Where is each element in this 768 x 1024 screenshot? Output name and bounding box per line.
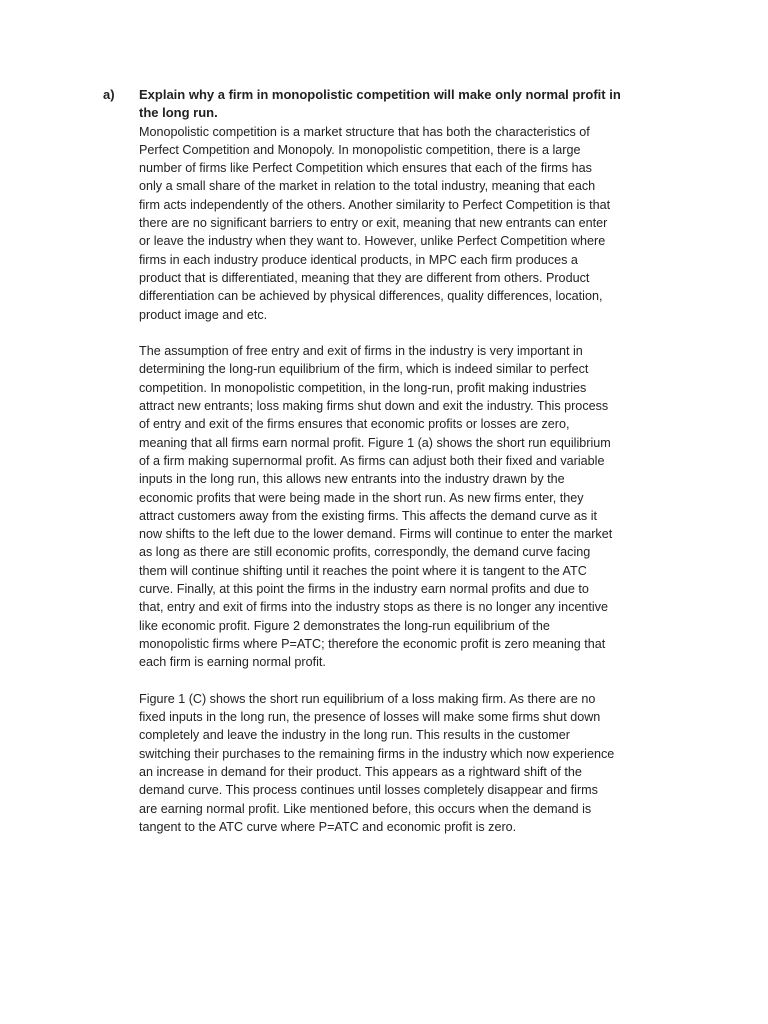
question-label: a) xyxy=(103,87,115,102)
question-body xyxy=(139,86,675,854)
question-heading: Explain why a firm in monopolistic competition will make only normal profit in the long run. xyxy=(139,87,621,121)
answer-paragraph-2: The assumption of free entry and exit of firms in the industry is very important in determining the long-run equilibrium of the firm, which is indeed similar to perfect competition. In monopolistic competition, in the long-run, profit making industries attract new entrants; loss making firms shut down and exit the industry. This process of entry and exit of the firms ensures that economic profits or losses are zero, meaning that all firms earn normal profit. Figure 1 (a) shows the short run equilibrium of a firm making supernormal profit. As firms can adjust both their fixed and variable inputs in the long run, this allows new entrants into the industry drawn by the economic profits that were being made in the short run. As new firms enter, they attract customers away from the existing firms. This affects the demand curve as it now shifts to the left due to the lower demand. Firms will continue to enter the market as long as there are still economic profits, correspondly, the demand curve facing them will continue shifting until it reaches the point where it is tangent to the ATC curve. Finally, at this point the firms in the industry earn normal profits and due to that, entry and exit of firms into the industry stops as there is no longer any incentive like economic profit. Figure 2 demonstrates the long-run equilibrium of the monopolistic firms where P=ATC; therefore the economic profit is zero meaning that each firm is earning normal profit. xyxy=(139,344,613,670)
answer-paragraph-3: Figure 1 (C) shows the short run equilibrium of a loss making firm. As there are no fixed inputs in the long run, the presence of losses will make some firms shut down completely and leave the industry in the long run. This results in the customer switching their purchases to the remaining firms in the industry which now experience an increase in demand for their product. This appears as a rightward shift of the demand curve. This process continues until losses completely disappear and firms are earning normal profit. Like mentioned before, this occurs when the demand is tangent to the ATC curve where P=ATC and economic profit is zero. xyxy=(139,691,615,834)
answer-paragraph-1: Monopolistic competition is a market structure that has both the characteristics of Perfect Competition and Monopoly. In monopolistic competition, there is a large number of firms like Perfect Competition which ensures that each of the firms has only a small share of the market in relation to the total industry, meaning that each firm acts independently of the others. Another similarity to Perfect Competition is that there are no significant barriers to entry or exit, meaning that new entrants can enter or leave the industry when they want to. However, unlike Perfect Competition where firms in each industry produce identical products, in MPC each firm produces a product that is differentiated, meaning that they are different from others. Product differentiation can be achieved by physical differences, quality differences, location, product image and etc. xyxy=(139,124,611,322)
